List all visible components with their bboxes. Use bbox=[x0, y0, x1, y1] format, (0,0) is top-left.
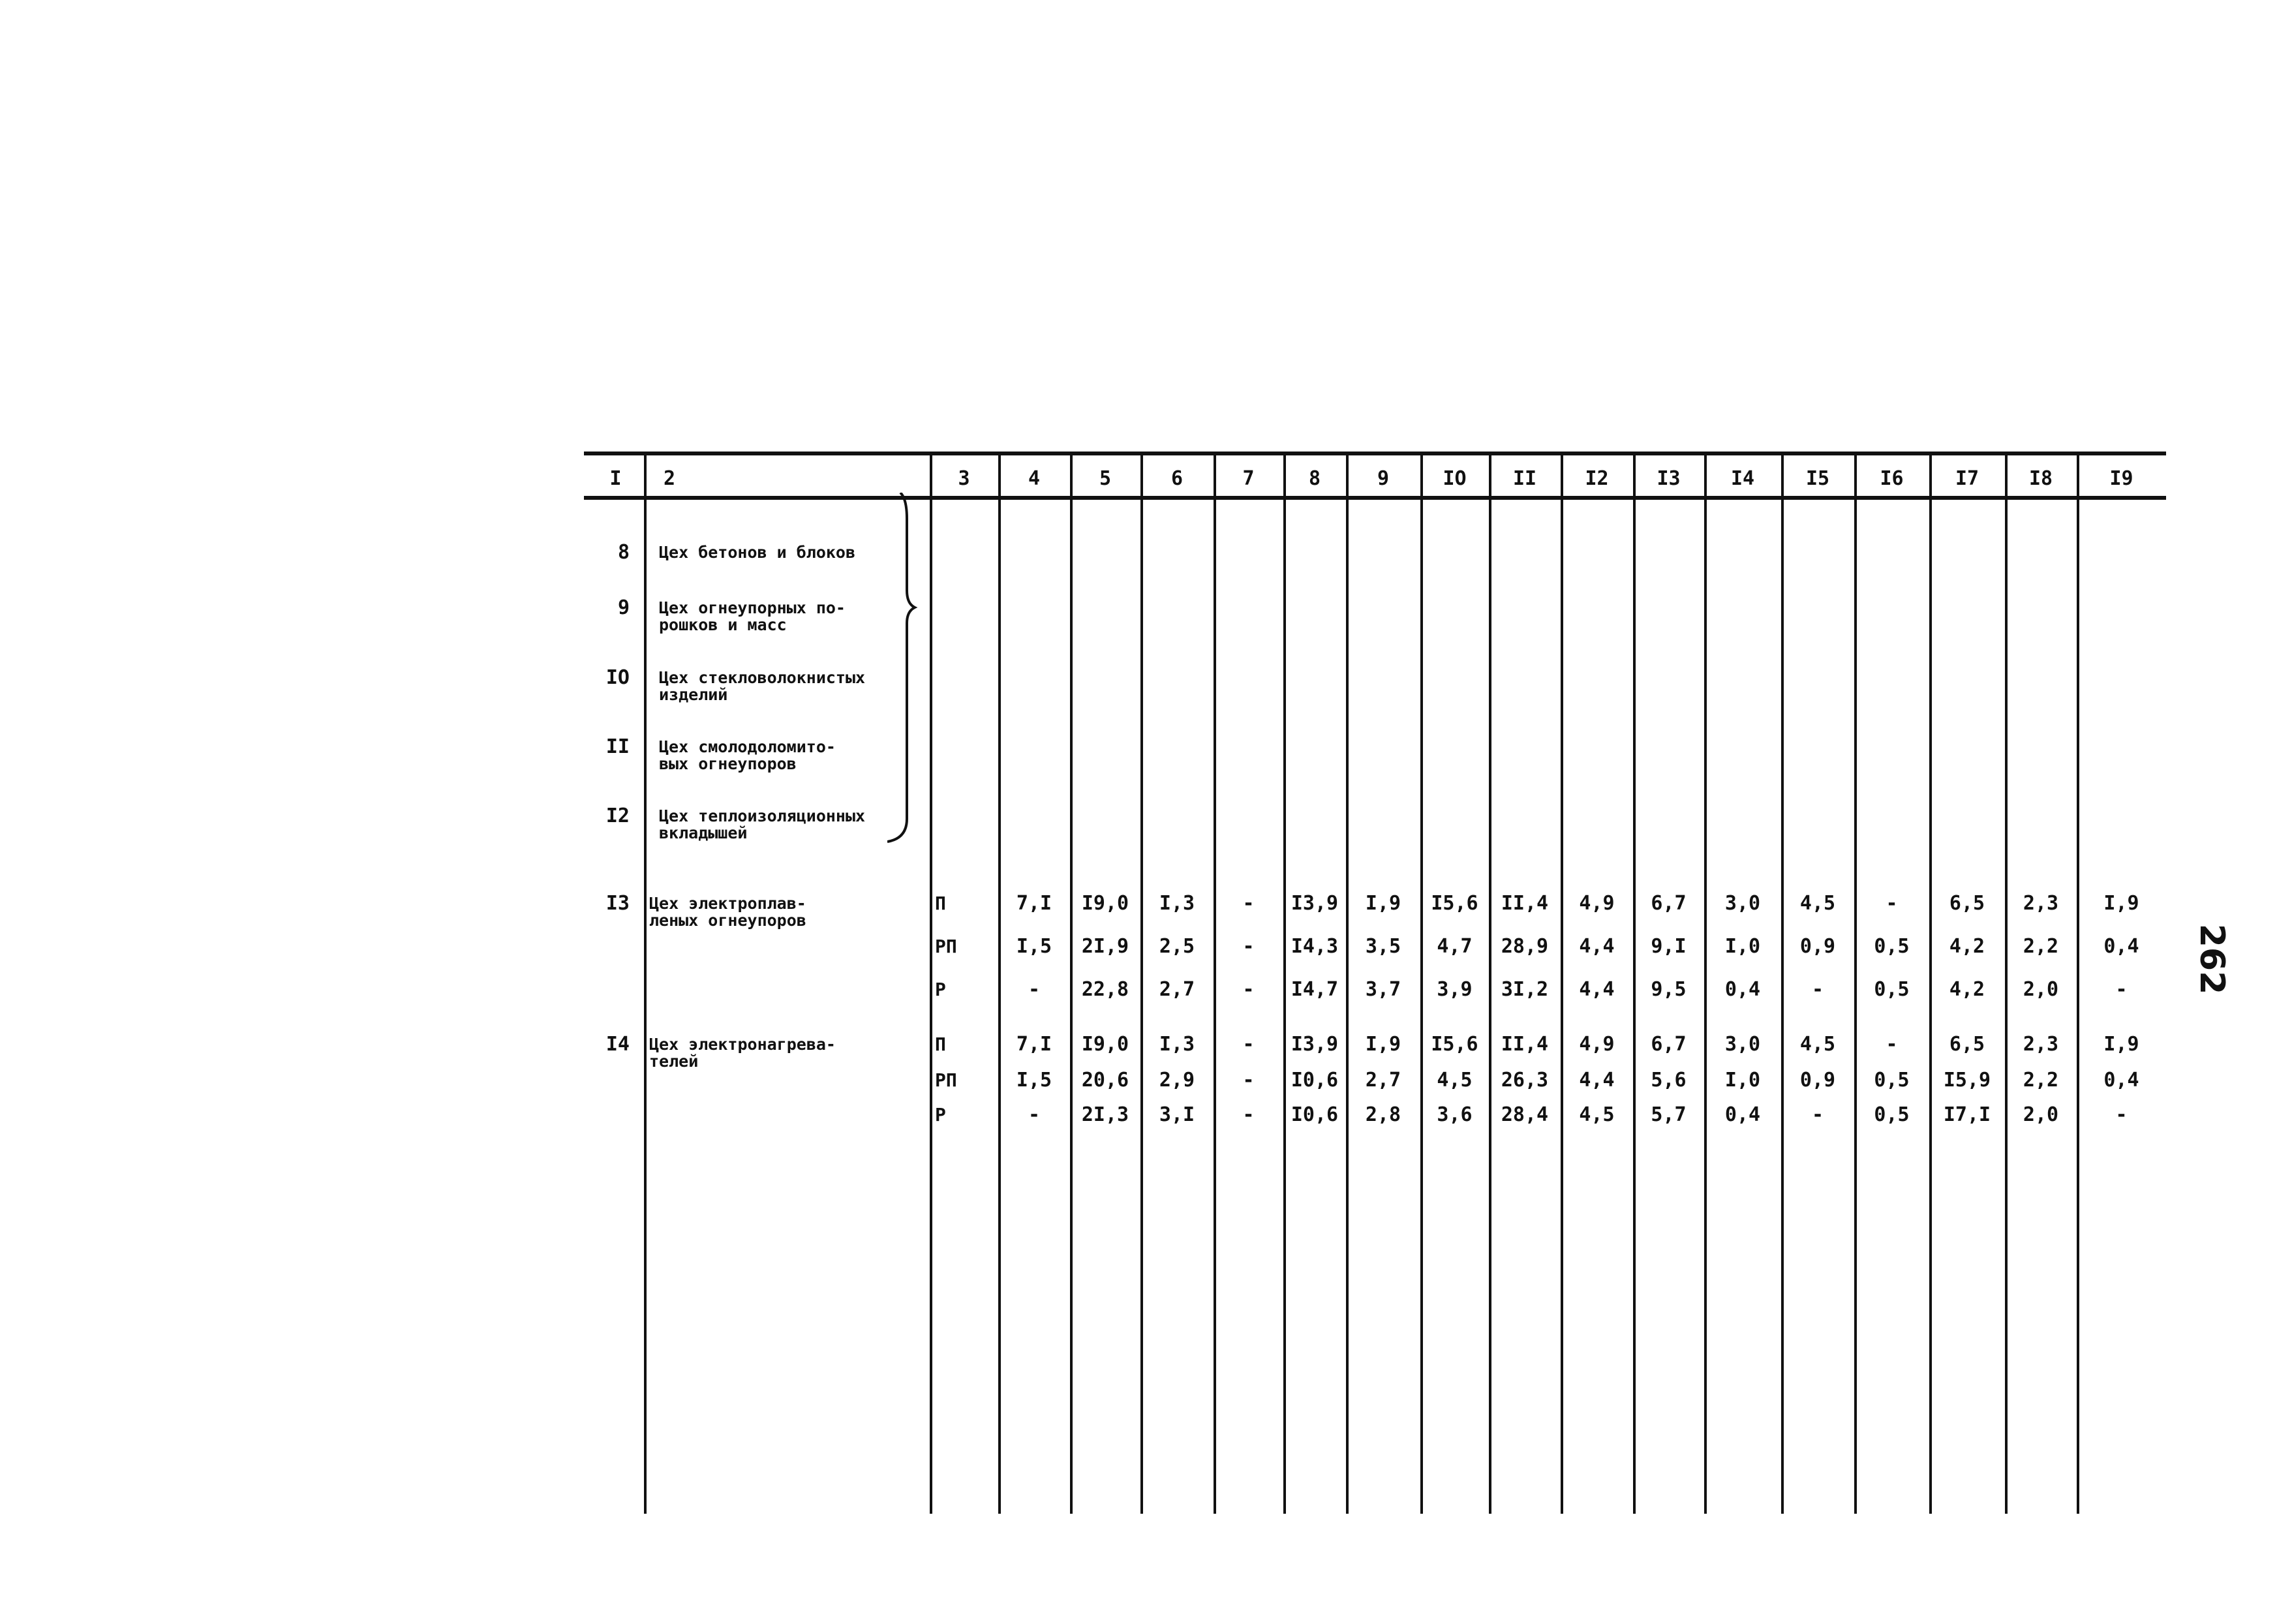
column-header: 8 bbox=[1308, 467, 1321, 490]
page-number: 262 bbox=[2192, 923, 2231, 995]
column-header: I6 bbox=[1880, 467, 1904, 490]
table-cell: 3,I bbox=[1159, 1103, 1195, 1126]
table-cell: - bbox=[1028, 1103, 1041, 1126]
table-cell: 0,5 bbox=[1874, 1069, 1910, 1092]
column-header: I8 bbox=[2028, 467, 2053, 490]
table-cell: I4,7 bbox=[1291, 978, 1339, 1001]
table-cell: 4,2 bbox=[1949, 978, 1985, 1001]
column-header: II bbox=[1512, 467, 1537, 490]
table-cell: - bbox=[1242, 1103, 1255, 1126]
row-number: 9 bbox=[617, 596, 630, 619]
table-cell: I,9 bbox=[1365, 892, 1401, 915]
row-name: Цех теплоизоляционных вкладышей bbox=[659, 806, 866, 842]
row-indicator: Р bbox=[935, 1104, 946, 1126]
table-cell: 3,5 bbox=[1365, 935, 1401, 958]
table-cell: I5,9 bbox=[1943, 1069, 1991, 1092]
table-cell: - bbox=[1886, 1033, 1898, 1056]
table-cell: 2,3 bbox=[2023, 892, 2059, 915]
table-cell: 2,3 bbox=[2023, 1033, 2059, 1056]
table-cell: 5,7 bbox=[1651, 1103, 1687, 1126]
column-header: I4 bbox=[1730, 467, 1755, 490]
table-cell: 2,0 bbox=[2023, 978, 2059, 1001]
column-header: IO bbox=[1443, 467, 1467, 490]
table-cell: 3,0 bbox=[1724, 1033, 1761, 1056]
table-cell: 6,5 bbox=[1949, 1033, 1985, 1056]
row-number: I3 bbox=[605, 892, 630, 915]
table-cell: I,0 bbox=[1724, 1069, 1761, 1092]
table-cell: - bbox=[1242, 935, 1255, 958]
table-cell: 2,7 bbox=[1365, 1069, 1401, 1092]
table-cell: I,5 bbox=[1016, 1069, 1052, 1092]
column-rule bbox=[644, 452, 647, 1514]
table-cell: 6,7 bbox=[1651, 892, 1687, 915]
table-cell: 26,3 bbox=[1501, 1069, 1549, 1092]
table-cell: 4,5 bbox=[1437, 1069, 1473, 1092]
table-cell: 4,2 bbox=[1949, 935, 1985, 958]
table-cell: I3,9 bbox=[1291, 892, 1339, 915]
table-cell: 0,5 bbox=[1874, 935, 1910, 958]
row-number: IO bbox=[605, 666, 630, 689]
table-cell: 4,4 bbox=[1579, 1069, 1615, 1092]
column-header: I9 bbox=[2109, 467, 2133, 490]
table-cell: - bbox=[1242, 978, 1255, 1001]
row-number: I2 bbox=[605, 804, 630, 827]
table-cell: I5,6 bbox=[1431, 1033, 1478, 1056]
column-header: 3 bbox=[958, 467, 970, 490]
table-cell: 3,6 bbox=[1437, 1103, 1473, 1126]
table-cell: 0,9 bbox=[1799, 1069, 1836, 1092]
row-indicator: РП bbox=[935, 936, 957, 957]
table-cell: I,5 bbox=[1016, 935, 1052, 958]
table-cell: - bbox=[1242, 1033, 1255, 1056]
table-cell: 3I,2 bbox=[1501, 978, 1549, 1001]
table-cell: I4,3 bbox=[1291, 935, 1339, 958]
table-cell: 4,4 bbox=[1579, 978, 1615, 1001]
column-header: 4 bbox=[1028, 467, 1041, 490]
table-cell: I,9 bbox=[2103, 892, 2139, 915]
column-header: I5 bbox=[1805, 467, 1830, 490]
table-cell: 3,7 bbox=[1365, 978, 1401, 1001]
table-cell: 20,6 bbox=[1081, 1069, 1129, 1092]
table-cell: 2,8 bbox=[1365, 1103, 1401, 1126]
column-header: 7 bbox=[1242, 467, 1255, 490]
row-indicator: РП bbox=[935, 1069, 957, 1091]
table-cell: I0,6 bbox=[1291, 1103, 1339, 1126]
row-number: 8 bbox=[617, 541, 630, 564]
row-name: Цех стекловолокнистых изделий bbox=[659, 668, 866, 704]
table-cell: I3,9 bbox=[1291, 1033, 1339, 1056]
table-cell: 2,9 bbox=[1159, 1069, 1195, 1092]
table-cell: I,3 bbox=[1159, 892, 1195, 915]
table-cell: 0,5 bbox=[1874, 978, 1910, 1001]
table-cell: - bbox=[1811, 1103, 1824, 1126]
table-cell: I9,0 bbox=[1081, 892, 1129, 915]
table-cell: 5,6 bbox=[1651, 1069, 1687, 1092]
table-cell: 2I,9 bbox=[1081, 935, 1129, 958]
table-cell: II,4 bbox=[1501, 1033, 1549, 1056]
column-header: I2 bbox=[1585, 467, 1609, 490]
table-cell: 7,I bbox=[1016, 1033, 1052, 1056]
table-cell: 4,7 bbox=[1437, 935, 1473, 958]
table-cell: 4,9 bbox=[1579, 1033, 1615, 1056]
table-cell: 9,5 bbox=[1651, 978, 1687, 1001]
row-name: Цех огнеупорных по- рошков и масс bbox=[659, 598, 846, 634]
table-cell: - bbox=[2115, 978, 2128, 1001]
table-cell: 6,7 bbox=[1651, 1033, 1687, 1056]
table-cell: I,9 bbox=[2103, 1033, 2139, 1056]
table-cell: 4,9 bbox=[1579, 892, 1615, 915]
table-cell: I,3 bbox=[1159, 1033, 1195, 1056]
table-cell: 2,2 bbox=[2023, 935, 2059, 958]
column-header: 5 bbox=[1099, 467, 1112, 490]
table-cell: 0,4 bbox=[1724, 978, 1761, 1001]
table-cell: 2,2 bbox=[2023, 1069, 2059, 1092]
table-cell: 3,0 bbox=[1724, 892, 1761, 915]
table-cell: 4,5 bbox=[1799, 892, 1836, 915]
table-cell: - bbox=[2115, 1103, 2128, 1126]
row-name: Цех электронагрева- телей bbox=[649, 1035, 836, 1071]
table-cell: 0,9 bbox=[1799, 935, 1836, 958]
table-cell: 2I,3 bbox=[1081, 1103, 1129, 1126]
row-number: II bbox=[605, 735, 630, 758]
table-cell: I5,6 bbox=[1431, 892, 1478, 915]
table-cell: - bbox=[1811, 978, 1824, 1001]
table-cell: 28,4 bbox=[1501, 1103, 1549, 1126]
row-indicator: Р bbox=[935, 979, 946, 1000]
table-cell: 0,4 bbox=[2103, 1069, 2139, 1092]
row-name: Цех электроплав- леных огнеупоров bbox=[649, 894, 806, 930]
table-cell: 9,I bbox=[1651, 935, 1687, 958]
row-number: I4 bbox=[605, 1033, 630, 1056]
table-cell: 0,4 bbox=[2103, 935, 2139, 958]
table-cell: I0,6 bbox=[1291, 1069, 1339, 1092]
row-indicator: П bbox=[935, 893, 946, 914]
table-cell: - bbox=[1886, 892, 1898, 915]
table-cell: 3,9 bbox=[1437, 978, 1473, 1001]
column-rule bbox=[930, 452, 932, 1514]
table-cell: 0,5 bbox=[1874, 1103, 1910, 1126]
column-header: I bbox=[609, 467, 622, 490]
table-cell: 0,4 bbox=[1724, 1103, 1761, 1126]
table-cell: 4,5 bbox=[1799, 1033, 1836, 1056]
table-cell: 7,I bbox=[1016, 892, 1052, 915]
table-cell: 2,0 bbox=[2023, 1103, 2059, 1126]
table-cell: - bbox=[1242, 892, 1255, 915]
column-header: I3 bbox=[1657, 467, 1681, 490]
column-header: 6 bbox=[1170, 467, 1184, 490]
row-name: Цех смолодоломито- вых огнеупоров bbox=[659, 737, 836, 773]
table-cell: - bbox=[1242, 1069, 1255, 1092]
table-cell: I9,0 bbox=[1081, 1033, 1129, 1056]
column-header: 2 bbox=[664, 467, 676, 490]
table-cell: 2,5 bbox=[1159, 935, 1195, 958]
column-header: 9 bbox=[1377, 467, 1390, 490]
row-name: Цех бетонов и блоков bbox=[659, 543, 856, 562]
row-indicator: П bbox=[935, 1034, 946, 1055]
table-cell: - bbox=[1028, 978, 1041, 1001]
table-cell: 4,4 bbox=[1579, 935, 1615, 958]
table-cell: I,9 bbox=[1365, 1033, 1401, 1056]
table-cell: 6,5 bbox=[1949, 892, 1985, 915]
table-cell: I7,I bbox=[1943, 1103, 1991, 1126]
table-cell: I,0 bbox=[1724, 935, 1761, 958]
table-cell: 2,7 bbox=[1159, 978, 1195, 1001]
table-cell: 4,5 bbox=[1579, 1103, 1615, 1126]
column-header: I7 bbox=[1955, 467, 1979, 490]
table-cell: II,4 bbox=[1501, 892, 1549, 915]
grouping-brace bbox=[887, 493, 920, 845]
table-cell: 22,8 bbox=[1081, 978, 1129, 1001]
table-cell: 28,9 bbox=[1501, 935, 1549, 958]
